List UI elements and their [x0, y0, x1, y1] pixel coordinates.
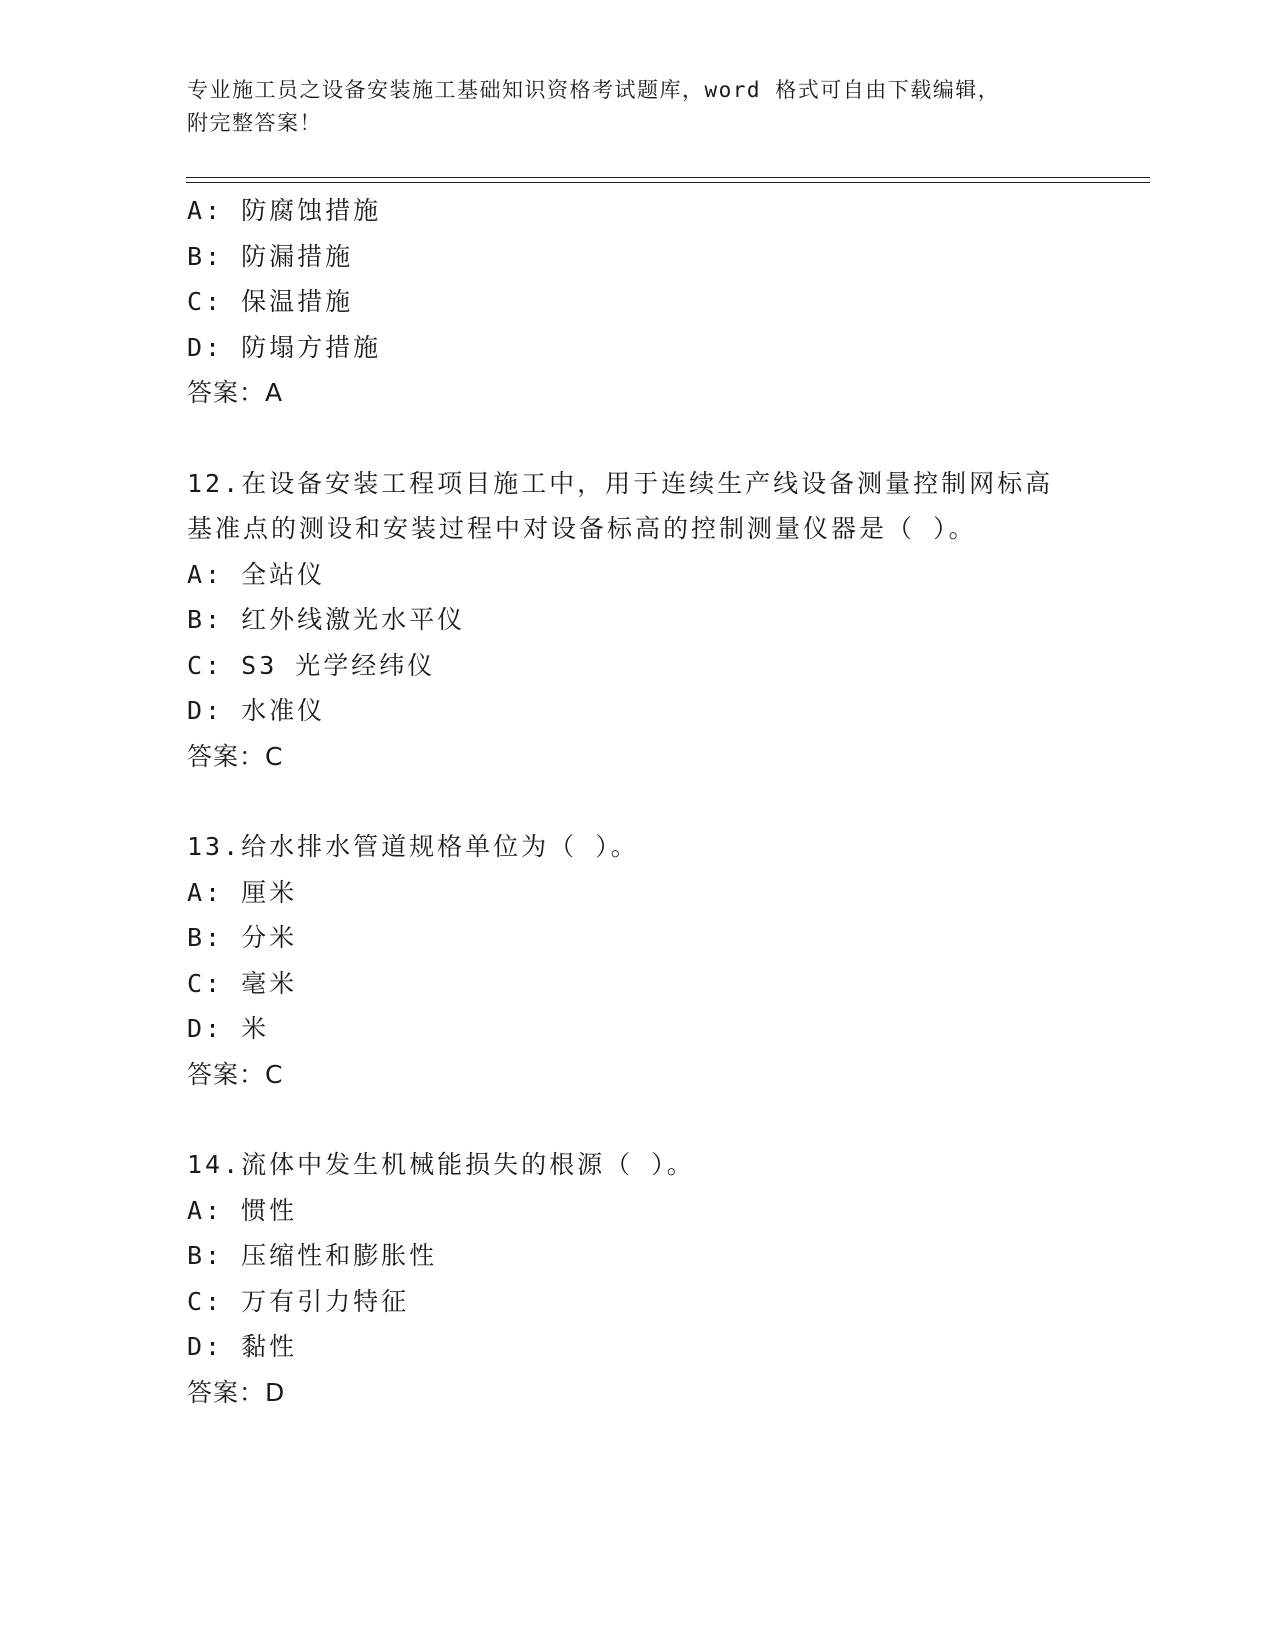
option-c: C: 万有引力特征: [187, 1286, 410, 1316]
option-b: B: 红外线激光水平仪: [187, 605, 466, 634]
answer-line: 答案：A: [187, 378, 284, 407]
header-divider-top: [186, 177, 1150, 178]
question-spacer: [187, 1097, 1087, 1142]
answer-line: 答案：C: [187, 741, 284, 771]
option-b: B: 压缩性和膨胀性: [187, 1241, 438, 1270]
question-stem-line-1: 12.在设备安装工程项目施工中，用于连续生产线设备测量控制网标高: [187, 468, 1054, 498]
question-14: [187, 1142, 1087, 1415]
header-line-2: 附完整答案！: [187, 111, 322, 135]
question-13: [187, 824, 1087, 1097]
option-d: D: 米: [187, 1014, 270, 1043]
question-list: [187, 188, 1087, 1415]
question-stem-line-1: 14.流体中发生机械能损失的根源（ ）。: [187, 1150, 695, 1179]
document-header: [187, 74, 1087, 140]
option-a: A: 防腐蚀措施: [187, 196, 382, 225]
option-a: A: 惯性: [187, 1195, 298, 1225]
question-stem-line-2: 基准点的测设和安装过程中对设备标高的控制测量仪器是（ ）。: [187, 514, 977, 543]
question-spacer: [187, 416, 1087, 461]
option-d: D: 防塌方措施: [187, 332, 382, 362]
option-c: C: S3 光学经纬仪: [187, 650, 436, 680]
question-spacer: [187, 779, 1087, 824]
option-c: C: 毫米: [187, 968, 298, 998]
option-c: C: 保温措施: [187, 287, 354, 316]
option-d: D: 水准仪: [187, 696, 326, 725]
header-line-1: 专业施工员之设备安装施工基础知识资格考试题库，word 格式可自由下载编辑，: [187, 78, 1001, 102]
question-stem-line-1: 13.给水排水管道规格单位为（ ）。: [187, 832, 639, 861]
question-12: [187, 461, 1087, 780]
option-a: A: 厘米: [187, 877, 298, 907]
header-divider-bottom: [186, 182, 1150, 183]
option-b: B: 防漏措施: [187, 241, 354, 271]
answer-line: 答案：D: [187, 1377, 286, 1407]
answer-line: 答案：C: [187, 1059, 284, 1089]
option-b: B: 分米: [187, 923, 298, 952]
option-d: D: 黏性: [187, 1332, 298, 1361]
question-11-continuation: [187, 188, 1087, 416]
option-a: A: 全站仪: [187, 559, 326, 589]
